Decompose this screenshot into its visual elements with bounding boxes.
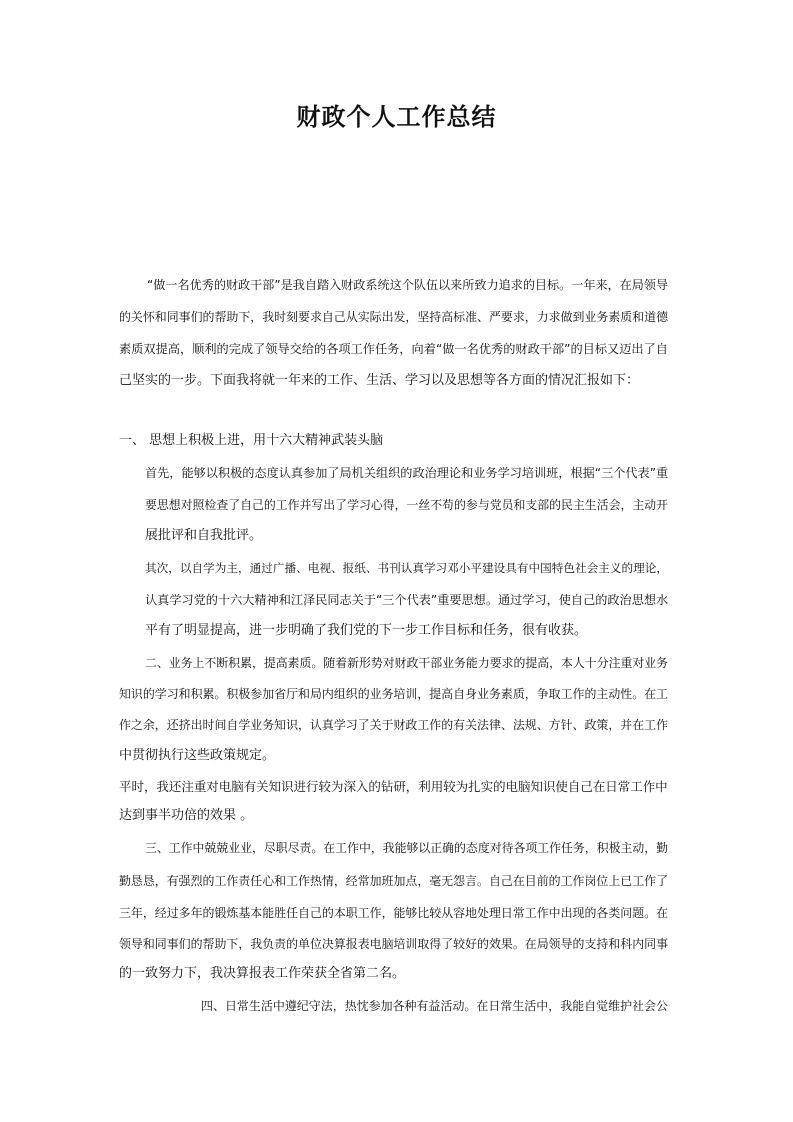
paragraph-line: 认真学习党的十六大精神和江泽民同志关于“三个代表”重要思想。通过学习，使自己的政治思想水 bbox=[145, 593, 669, 607]
paragraph-line: 作之余，还挤出时间自学业务知识，认真学习了关于财政工作的有关法律、法规、方针、政策，并在工作 bbox=[119, 718, 668, 732]
paragraph-line: 的一致努力下，我决算报表工作荣获全省第二名。 bbox=[119, 966, 406, 981]
paragraph-line: 己坚实的一步。下面我将就一年来的工作、生活、学习以及思想等各方面的情况汇报如下： bbox=[119, 373, 640, 388]
paragraph-line: 知识的学习和积累。积极参加省厅和局内组织的业务培训，提高自身业务素质，争取工作的主动性。在工 bbox=[119, 687, 668, 701]
paragraph-line: 达到事半功倍的效果 。 bbox=[119, 808, 254, 823]
paragraph-line: 领导和同事们的帮助下，我负责的单位决算报表电脑培训取得了较好的效果。在局领导的支持和科内同事 bbox=[119, 937, 668, 951]
paragraph-line: 的关怀和同事们的帮助下，我时刻要求自己从实际出发，坚持高标准、严要求，力求做到业务素质和道德 bbox=[119, 310, 668, 324]
paragraph-line: 三年，经过多年的锻炼基本能胜任自己的本职工作，能够比较从容地处理日常工作中出现的各类问题。在 bbox=[119, 906, 668, 920]
paragraph-line: “做一名优秀的财政干部”是我自踏入财政系统这个队伍以来所致力追求的目标。一年来，在局领导 bbox=[147, 278, 669, 292]
paragraph-line: 展批评和自我批评。 bbox=[145, 528, 263, 543]
paragraph-line: 首先，能够以积极的态度认真参加了局机关组织的政治理论和业务学习培训班，根据“三个代表”重 bbox=[145, 466, 669, 480]
paragraph-line: 四、日常生活中遵纪守法，热忱参加各种有益活动。在日常生活中，我能自觉维护社会公 bbox=[201, 999, 668, 1013]
paragraph-line: 其次，以自学为主，通过广播、电视、报纸、书刊认真学习邓小平建设具有中国特色社会主义的理论， bbox=[145, 561, 668, 575]
paragraph-line: 三、工作中兢兢业业，尽职尽责。在工作中，我能够以正确的态度对待各项工作任务，积极主动，勤 bbox=[145, 841, 668, 855]
paragraph-line: 二、业务上不断积累，提高素质。随着新形势对财政干部业务能力要求的提高，本人十分注重对业务 bbox=[145, 656, 668, 670]
section-heading: 一、 思想上积极上进，用十六大精神武装头脑 bbox=[119, 433, 384, 448]
paragraph-line: 素质双提高，顺利的完成了领导交给的各项工作任务，向着“做一名优秀的财政干部”的目标又迈出了自 bbox=[119, 342, 668, 356]
document-title: 财政个人工作总结 bbox=[296, 102, 497, 131]
paragraph-line: 中贯彻执行这些政策规定。 bbox=[119, 748, 276, 763]
paragraph-line: 平有了明显提高，进一步明确了我们党的下一步工作目标和任务，很有收获。 bbox=[145, 623, 588, 638]
paragraph-line: 平时，我还注重对电脑有关知识进行较为深入的钻研，利用较为扎实的电脑知识使自己在日常工作中 bbox=[119, 779, 668, 794]
paragraph-line: 要思想对照检查了自己的工作并写出了学习心得，一丝不苟的参与党员和支部的民主生活会，主动开 bbox=[145, 498, 668, 512]
paragraph-line: 勤恳恳，有强烈的工作责任心和工作热情，经常加班加点，毫无怨言。自己在目前的工作岗位上已工作了 bbox=[119, 874, 668, 888]
